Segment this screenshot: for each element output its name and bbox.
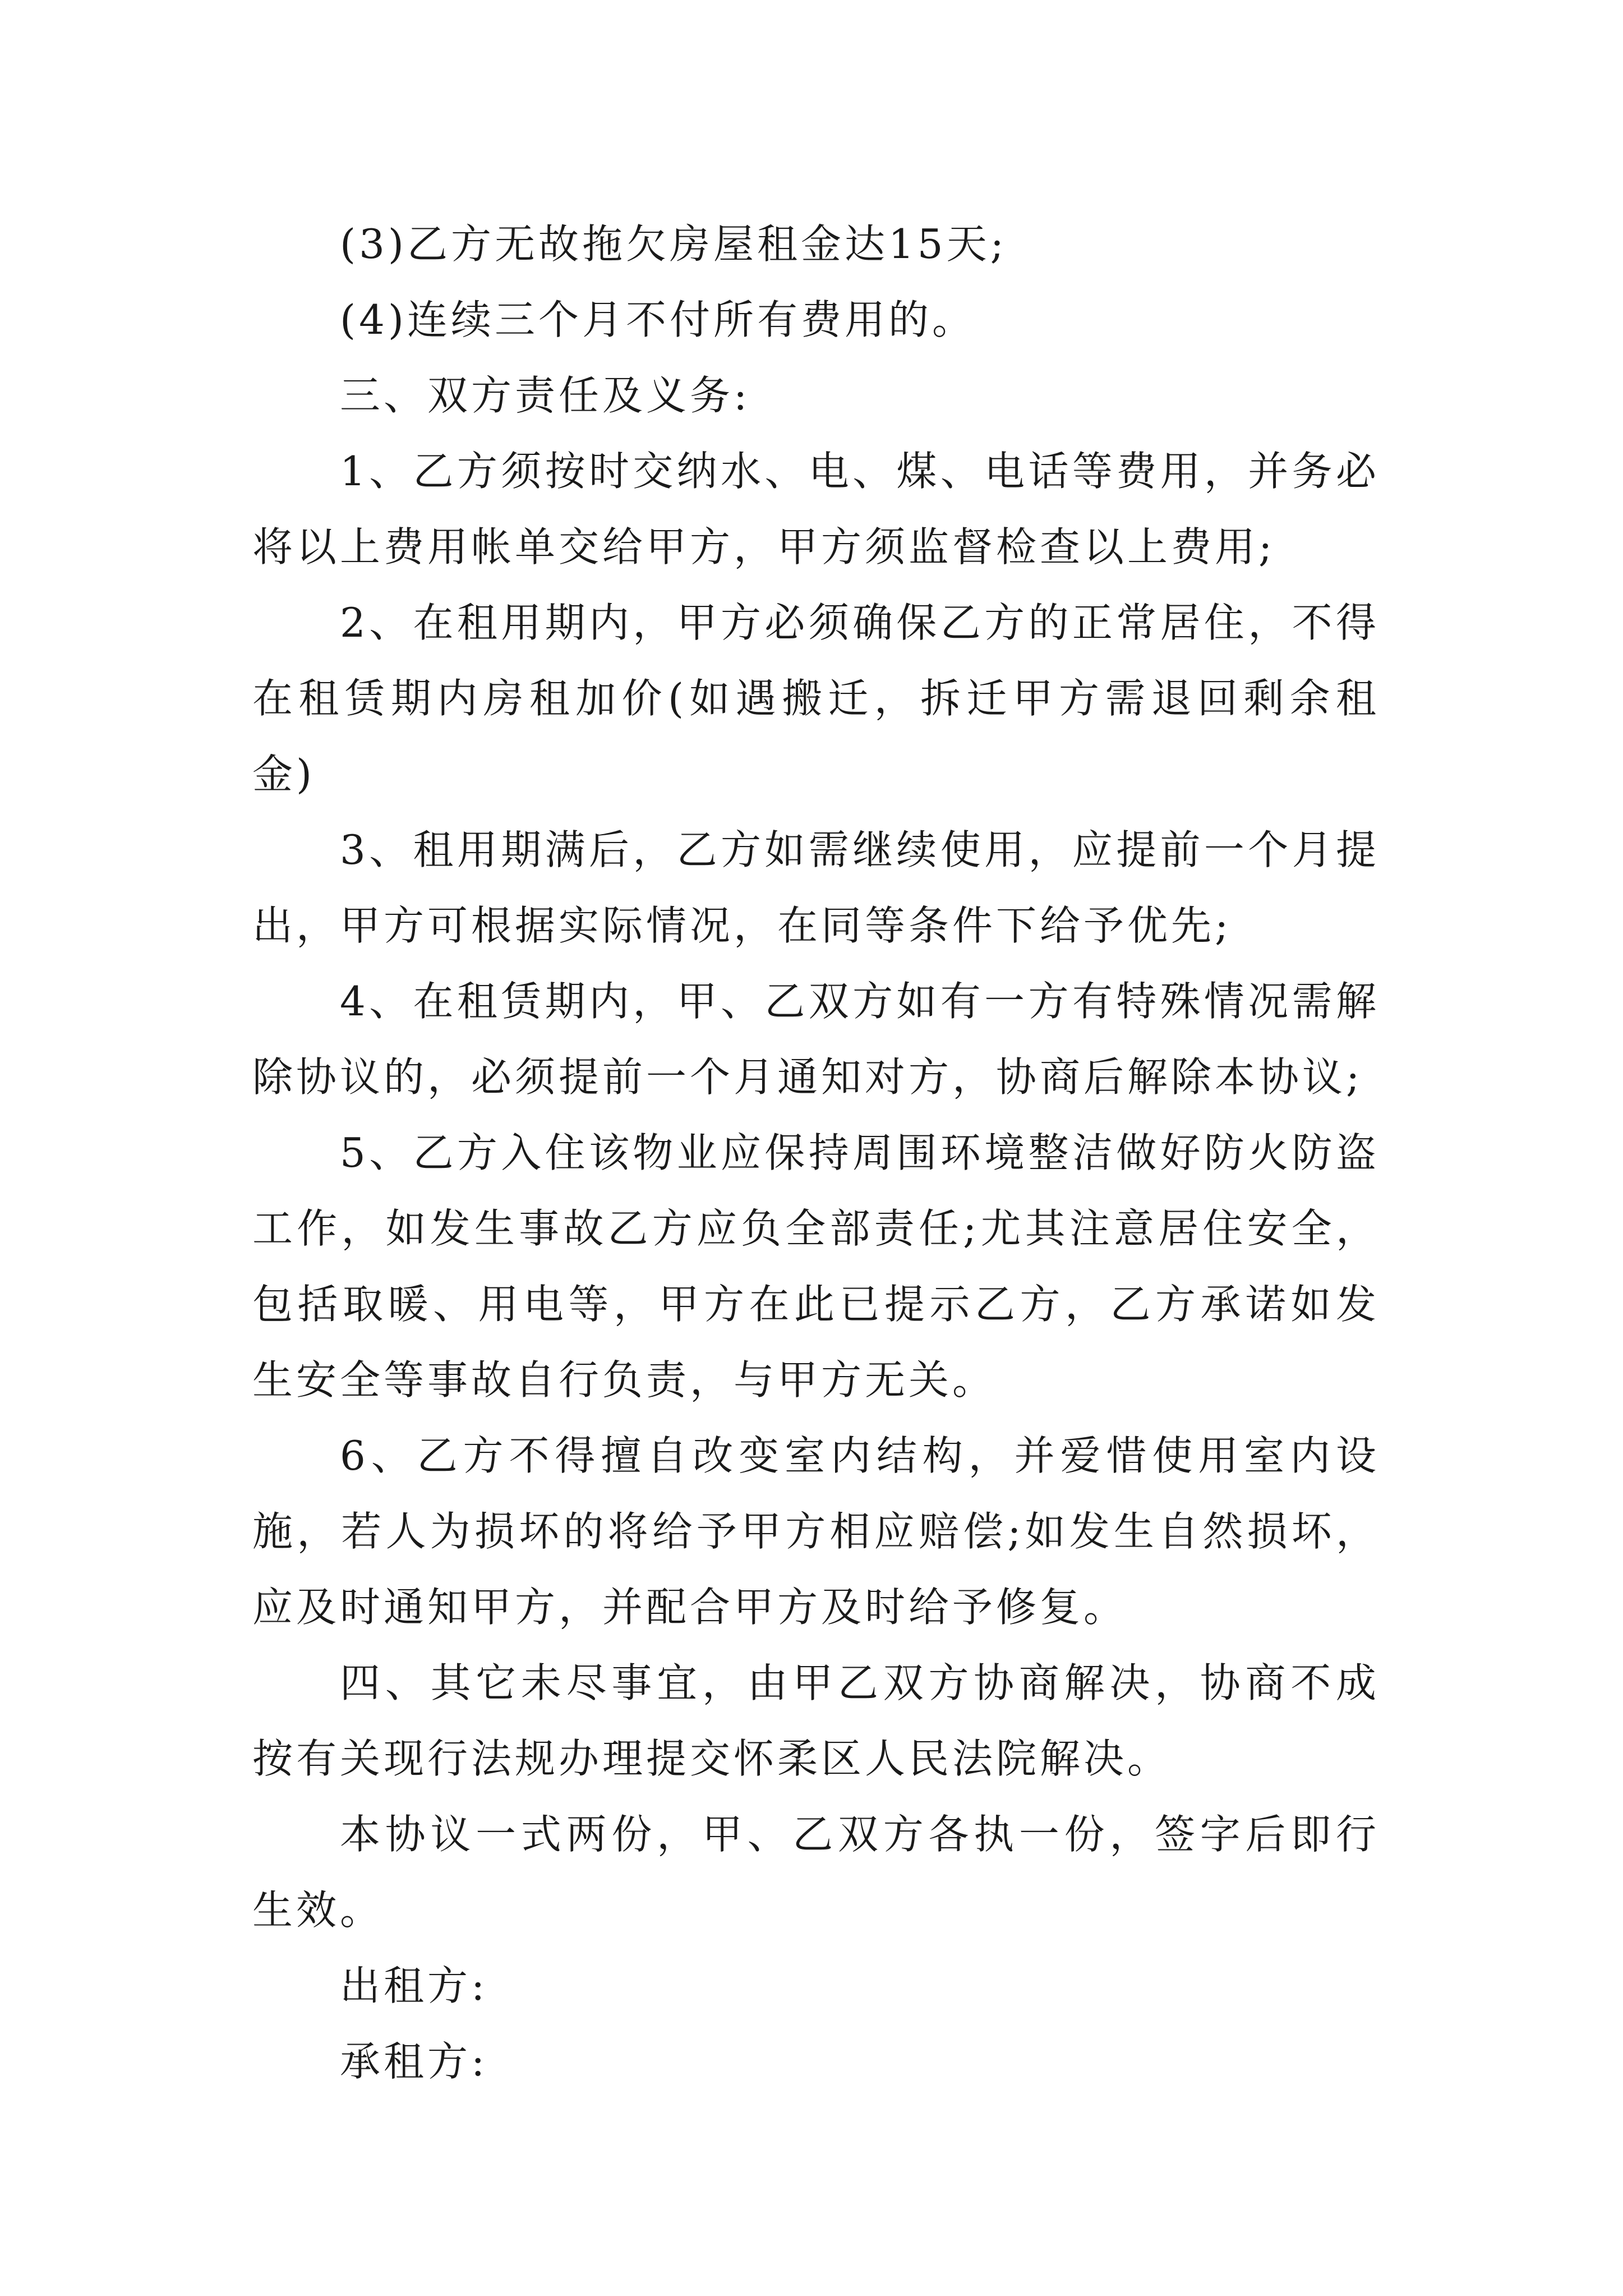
section-other-matters: 四、其它未尽事宜，由甲乙双方协商解决，协商不成按有关现行法规办理提交怀柔区人民法院解决。 xyxy=(252,1659,1380,1782)
duty-4: 4、在租赁期内，甲、乙双方如有一方有特殊情况需解除协议的，必须提前一个月通知对方，协商后解除本协议; xyxy=(252,978,1380,1101)
lessee-signature-label: 承租方: xyxy=(340,2038,488,2085)
agreement-copies: 本协议一式两份，甲、乙双方各执一份，签字后即行生效。 xyxy=(252,1811,1380,1934)
duty-2: 2、在租用期内，甲方必须确保乙方的正常居住，不得在租赁期内房租加价(如遇搬迁，拆迁甲方需退回剩余租金) xyxy=(252,599,1380,798)
section-heading-responsibilities: 三、双方责任及义务: xyxy=(340,372,751,419)
duty-5: 5、乙方入住该物业应保持周围环境整洁做好防火防盗工作，如发生事故乙方应负全部责任;尤其注意居住安全，包括取暖、用电等，甲方在此已提示乙方，乙方承诺如发生安全等事故自行负责，与甲方无关。 xyxy=(252,1129,1380,1404)
duty-6: 6、乙方不得擅自改变室内结构，并爱惜使用室内设施，若人为损坏的将给予甲方相应赔偿;如发生自然损坏，应及时通知甲方，并配合甲方及时给予修复。 xyxy=(252,1432,1380,1631)
clause-3-3: (3)乙方无故拖欠房屋租金达15天; xyxy=(340,220,1007,268)
clause-3-4: (4)连续三个月不付所有费用的。 xyxy=(340,296,976,343)
duty-1: 1、乙方须按时交纳水、电、煤、电话等费用，并务必将以上费用帐单交给甲方，甲方须监督检查以上费用; xyxy=(252,448,1380,570)
lessor-signature-label: 出租方: xyxy=(340,1962,488,2009)
document-body xyxy=(252,206,1380,2100)
duty-3: 3、租用期满后，乙方如需继续使用，应提前一个月提出，甲方可根据实际情况，在同等条件下给予优先; xyxy=(252,826,1380,949)
